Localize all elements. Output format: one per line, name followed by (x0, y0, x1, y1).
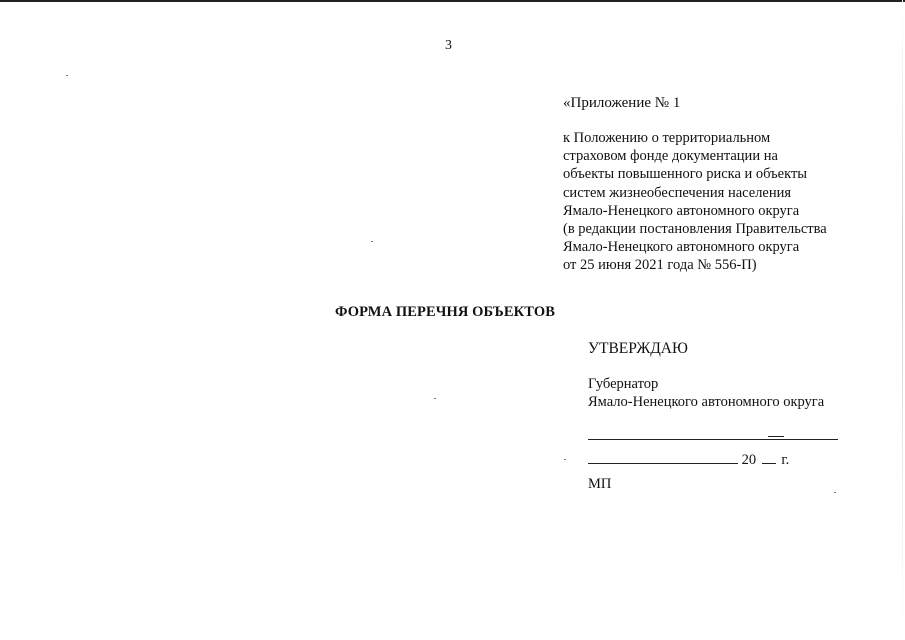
reference-line: Ямало-Ненецкого автономного округа (563, 202, 800, 219)
scan-speck (834, 492, 836, 493)
approver-position-block (588, 375, 824, 411)
reference-line: объекты повышенного риска и объекты (563, 166, 808, 183)
scan-speck (564, 459, 566, 460)
reference-line: от 25 июня 2021 года № 556-П) (563, 257, 757, 274)
reference-line: страховом фонде документации на (563, 148, 778, 165)
approve-word: УТВЕРЖДАЮ (588, 340, 688, 357)
scan-speck (434, 398, 436, 399)
page-number: 3 (445, 38, 452, 53)
reference-line: (в редакции постановления Правительства (563, 221, 827, 238)
reference-line: к Положению о территориальном (563, 130, 771, 146)
reference-line: систем жизнеобеспечения населения (563, 184, 792, 201)
signature-line-mark (768, 436, 784, 437)
signature-line (588, 439, 838, 440)
form-title: ФОРМА ПЕРЕЧНЯ ОБЪЕКТОВ (335, 304, 555, 320)
approver-position-line: Губернатор (588, 376, 659, 392)
year-blank-line (762, 451, 776, 464)
year-prefix: 20 (741, 452, 757, 468)
reference-line: Ямало-Ненецкого автономного округа (563, 239, 800, 256)
year-suffix: г. (781, 452, 790, 468)
date-row (588, 451, 789, 469)
scan-speck (371, 241, 373, 242)
scan-edge-line (902, 0, 903, 640)
approver-position-line: Ямало-Ненецкого автономного округа (588, 394, 825, 410)
scan-speck (66, 75, 68, 76)
appendix-heading: «Приложение № 1 (563, 95, 681, 111)
appendix-reference-block (563, 129, 827, 275)
top-border-line (0, 0, 905, 2)
seal-mark: МП (588, 476, 612, 492)
date-blank-line (588, 451, 738, 464)
